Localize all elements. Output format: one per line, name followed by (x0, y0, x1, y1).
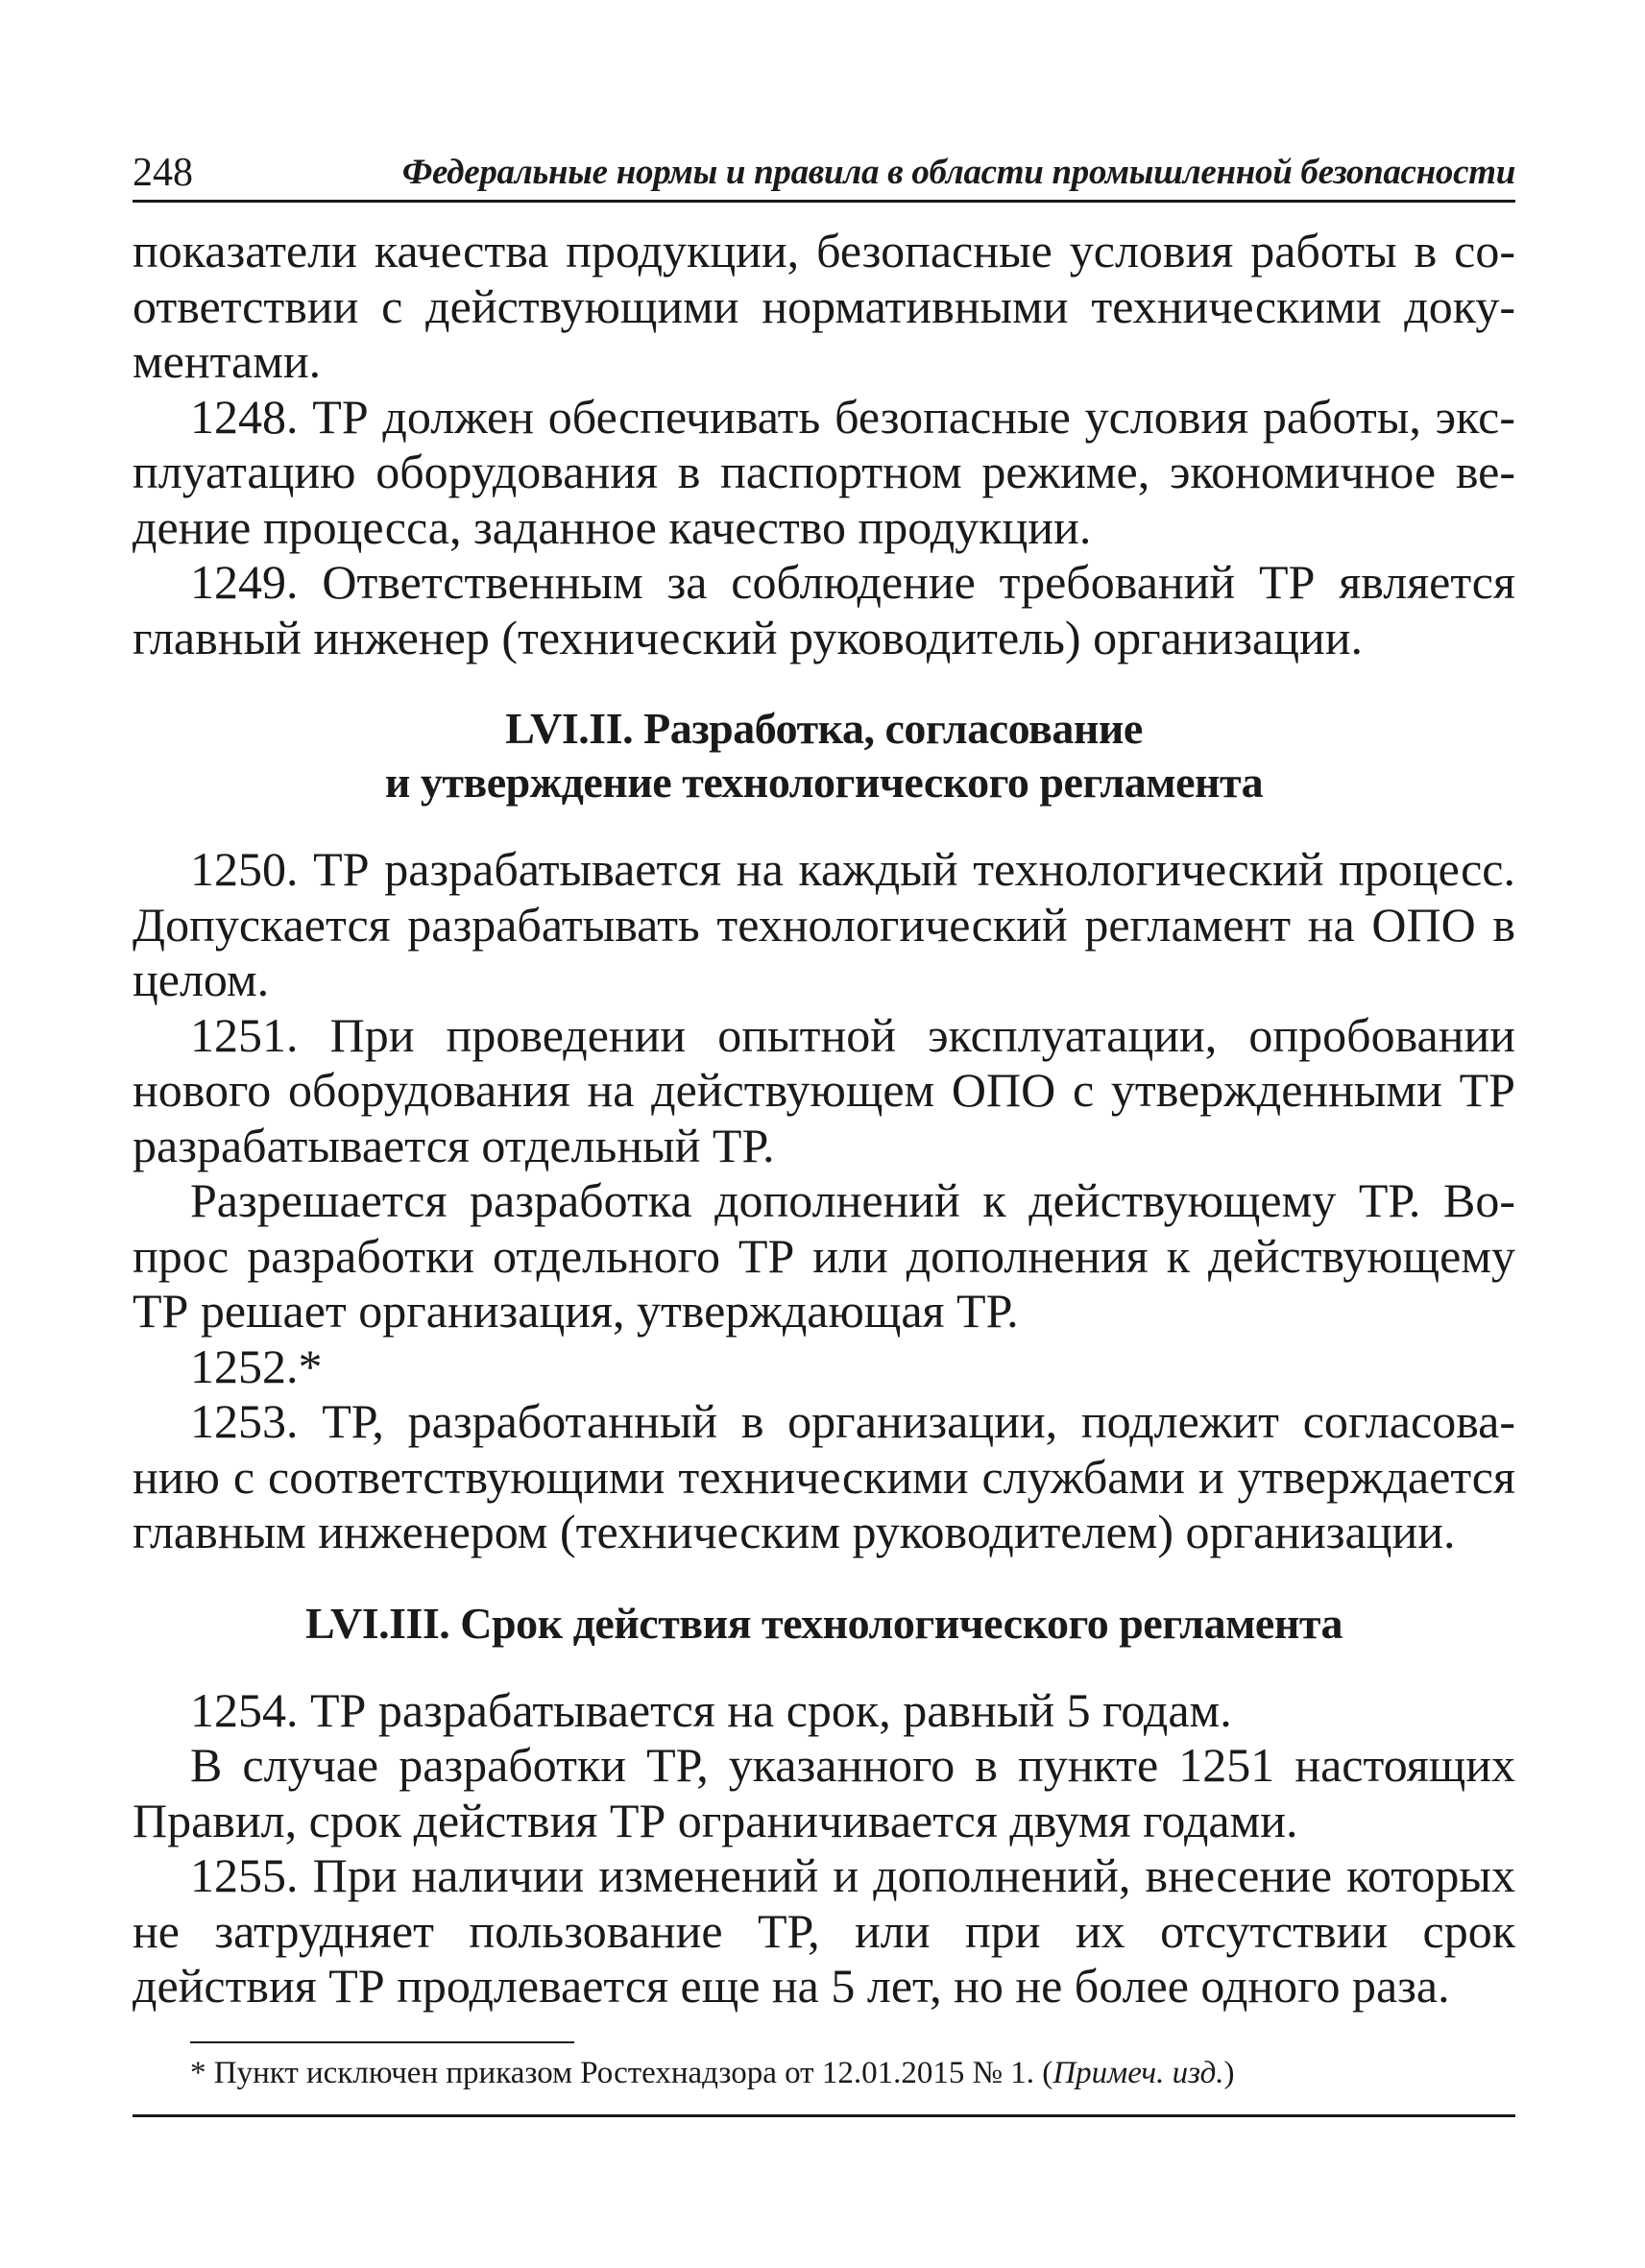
paragraph-1255: 1255. При наличии изменений и дополнений, внесение которых не затрудняет пользование ТР, или при их отсутствии срок действия ТР продлевается еще на 5 лет, но не более одного раза. (133, 1848, 1515, 2013)
page-number: 248 (133, 151, 193, 195)
section-heading-line-2: и утверждение технологического регламента (384, 758, 1264, 807)
document-body (133, 224, 1515, 2015)
bottom-rule (133, 2114, 1515, 2117)
section-heading-lvi-ii (133, 702, 1515, 809)
paragraph-intro: показатели качества продукции, безопасные условия работы в соответствии с действующими нормативными техническими документами. (133, 224, 1515, 388)
footnote-editor-note: Примеч. изд. (1052, 2055, 1224, 2090)
section-heading-lvi-iii (133, 1597, 1515, 1651)
footnote (133, 2053, 1515, 2093)
paragraph-1252: 1252.* (190, 1339, 323, 1393)
section-heading-text: LVI.III. Срок действия технологического регламента (305, 1598, 1343, 1648)
paragraph-1249: 1249. Ответственным за соблюдение требований ТР является главный инженер (технический руководитель) организации. (133, 555, 1515, 664)
footnote-text: * Пункт исключен приказом Ростехнадзора от 12.01.2015 № 1. ( (190, 2055, 1053, 2090)
section-heading-line-1: LVI.II. Разработка, согласование (505, 704, 1143, 753)
running-head-title: Федеральные нормы и правила в области промышленной безопасности (401, 153, 1515, 192)
paragraph-1250: 1250. ТР разрабатывается на каждый технологический процесс. Допускается разрабатывать технологический регламент на ОПО в целом. (133, 842, 1515, 1006)
footnote-close: ) (1223, 2055, 1235, 2090)
paragraph-1251: 1251. При проведении опытной эксплуатации, опробовании нового оборудования на действующем ОПО с утвержденными ТР разрабатывается отдельный ТР. (133, 1007, 1515, 1172)
document-page (133, 144, 1515, 2117)
paragraph-1254: 1254. ТР разрабатывается на срок, равный 5 годам. (190, 1682, 1232, 1737)
running-head (133, 144, 1515, 203)
paragraph-1253: 1253. ТР, разработанный в организации, подлежит согласованию с соответствующими техническими службами и утверждается главным инженером (техническим руководителем) организации. (133, 1394, 1515, 1558)
paragraph-1248: 1248. ТР должен обеспечивать безопасные условия работы, эксплуатацию оборудования в паспортном режиме, экономичное ведение процесса, заданное качество продукции. (133, 389, 1515, 554)
paragraph-1254-continued: В случае разработки ТР, указанного в пункте 1251 настоящих Правил, срок действия ТР ограничивается двумя годами. (133, 1738, 1515, 1847)
footnote-separator (190, 2041, 574, 2043)
paragraph-1251-continued: Разрешается разработка дополнений к действующему ТР. Вопрос разработки отдельного ТР или дополнения к действующему ТР решает организация, утверждающая ТР. (133, 1173, 1515, 1338)
